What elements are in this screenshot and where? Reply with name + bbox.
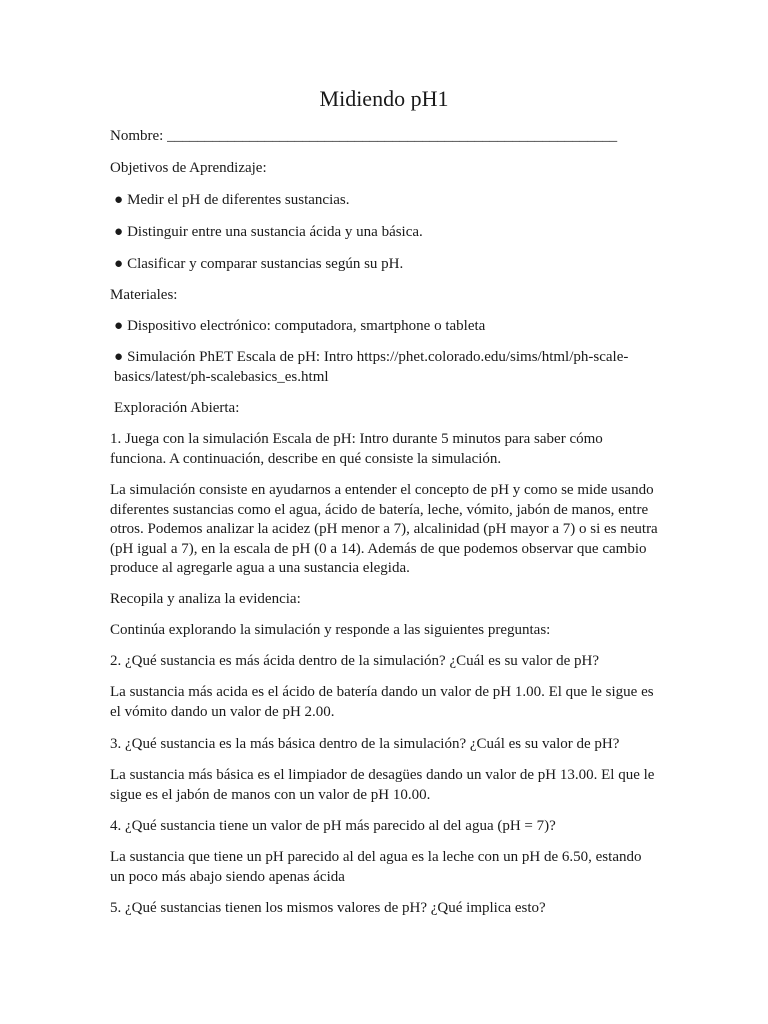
answer-1: La simulación consiste en ayudarnos a entender el concepto de pH y como se mide usando diferentes sustancias como el agua, ácido de batería, leche, vómito, jabón de manos, entre otros. Podemos analizar la acidez (pH menor a 7), alcalinidad (pH mayor a 7) o si es neutra (pH igual a 7), en la escala de pH (0 a 14). Además de que podemos observar que cambio produce al agregarle agua a una sustancia elegida. <box>110 482 658 576</box>
objective-text: Distinguir entre una sustancia ácida y una básica. <box>127 224 423 240</box>
question-2: 2. ¿Qué sustancia es más ácida dentro de la simulación? ¿Cuál es su valor de pH? <box>110 653 600 669</box>
objectives-heading: Objetivos de Aprendizaje: <box>110 160 267 176</box>
bullet-icon: ● <box>114 256 124 272</box>
question-4: 4. ¿Qué sustancia tiene un valor de pH más parecido al del agua (pH = 7)? <box>110 818 556 834</box>
bullet-icon: ● <box>114 224 124 240</box>
objective-item <box>110 255 662 275</box>
answer-4: La sustancia que tiene un pH parecido al del agua es la leche con un pH de 6.50, estando un poco más abajo siendo apenas ácida <box>110 849 642 885</box>
name-line: Nombre: ____________________________________________________________ <box>110 128 618 144</box>
material-item <box>110 317 662 337</box>
bullet-icon: ● <box>114 318 124 334</box>
material-text: Simulación PhET Escala de pH: Intro https://phet.colorado.edu/sims/html/ph-scale-basics/latest/ph-scalebasics_es.html <box>114 349 629 385</box>
bullet-icon: ● <box>114 349 124 365</box>
answer-3: La sustancia más básica es el limpiador de desagües dando un valor de pH 13.00. El que le sigue es el jabón de manos con un valor de pH 10.00. <box>110 767 655 803</box>
question-1: 1. Juega con la simulación Escala de pH: Intro durante 5 minutos para saber cómo funciona. A continuación, describe en qué consiste la simulación. <box>110 431 603 467</box>
objective-text: Clasificar y comparar sustancias según su pH. <box>127 256 404 272</box>
question-3: 3. ¿Qué sustancia es la más básica dentro de la simulación? ¿Cuál es su valor de pH? <box>110 736 620 752</box>
document-title: Midiendo pH1 <box>319 86 449 111</box>
material-text: Dispositivo electrónico: computadora, smartphone o tableta <box>127 318 486 334</box>
materials-heading: Materiales: <box>110 287 178 303</box>
question-5: 5. ¿Qué sustancias tienen los mismos valores de pH? ¿Qué implica esto? <box>110 900 546 916</box>
objective-item <box>110 191 662 211</box>
objective-text: Medir el pH de diferentes sustancias. <box>127 192 350 208</box>
exploration-heading: Exploración Abierta: <box>114 400 240 416</box>
evidence-heading: Recopila y analiza la evidencia: <box>110 591 301 607</box>
material-item <box>110 348 662 387</box>
answer-2: La sustancia más acida es el ácido de batería dando un valor de pH 1.00. El que le sigue es el vómito dando un valor de pH 2.00. <box>110 684 654 720</box>
continue-instructions: Continúa explorando la simulación y responde a las siguientes preguntas: <box>110 622 551 638</box>
bullet-icon: ● <box>114 192 124 208</box>
objective-item <box>110 223 662 243</box>
